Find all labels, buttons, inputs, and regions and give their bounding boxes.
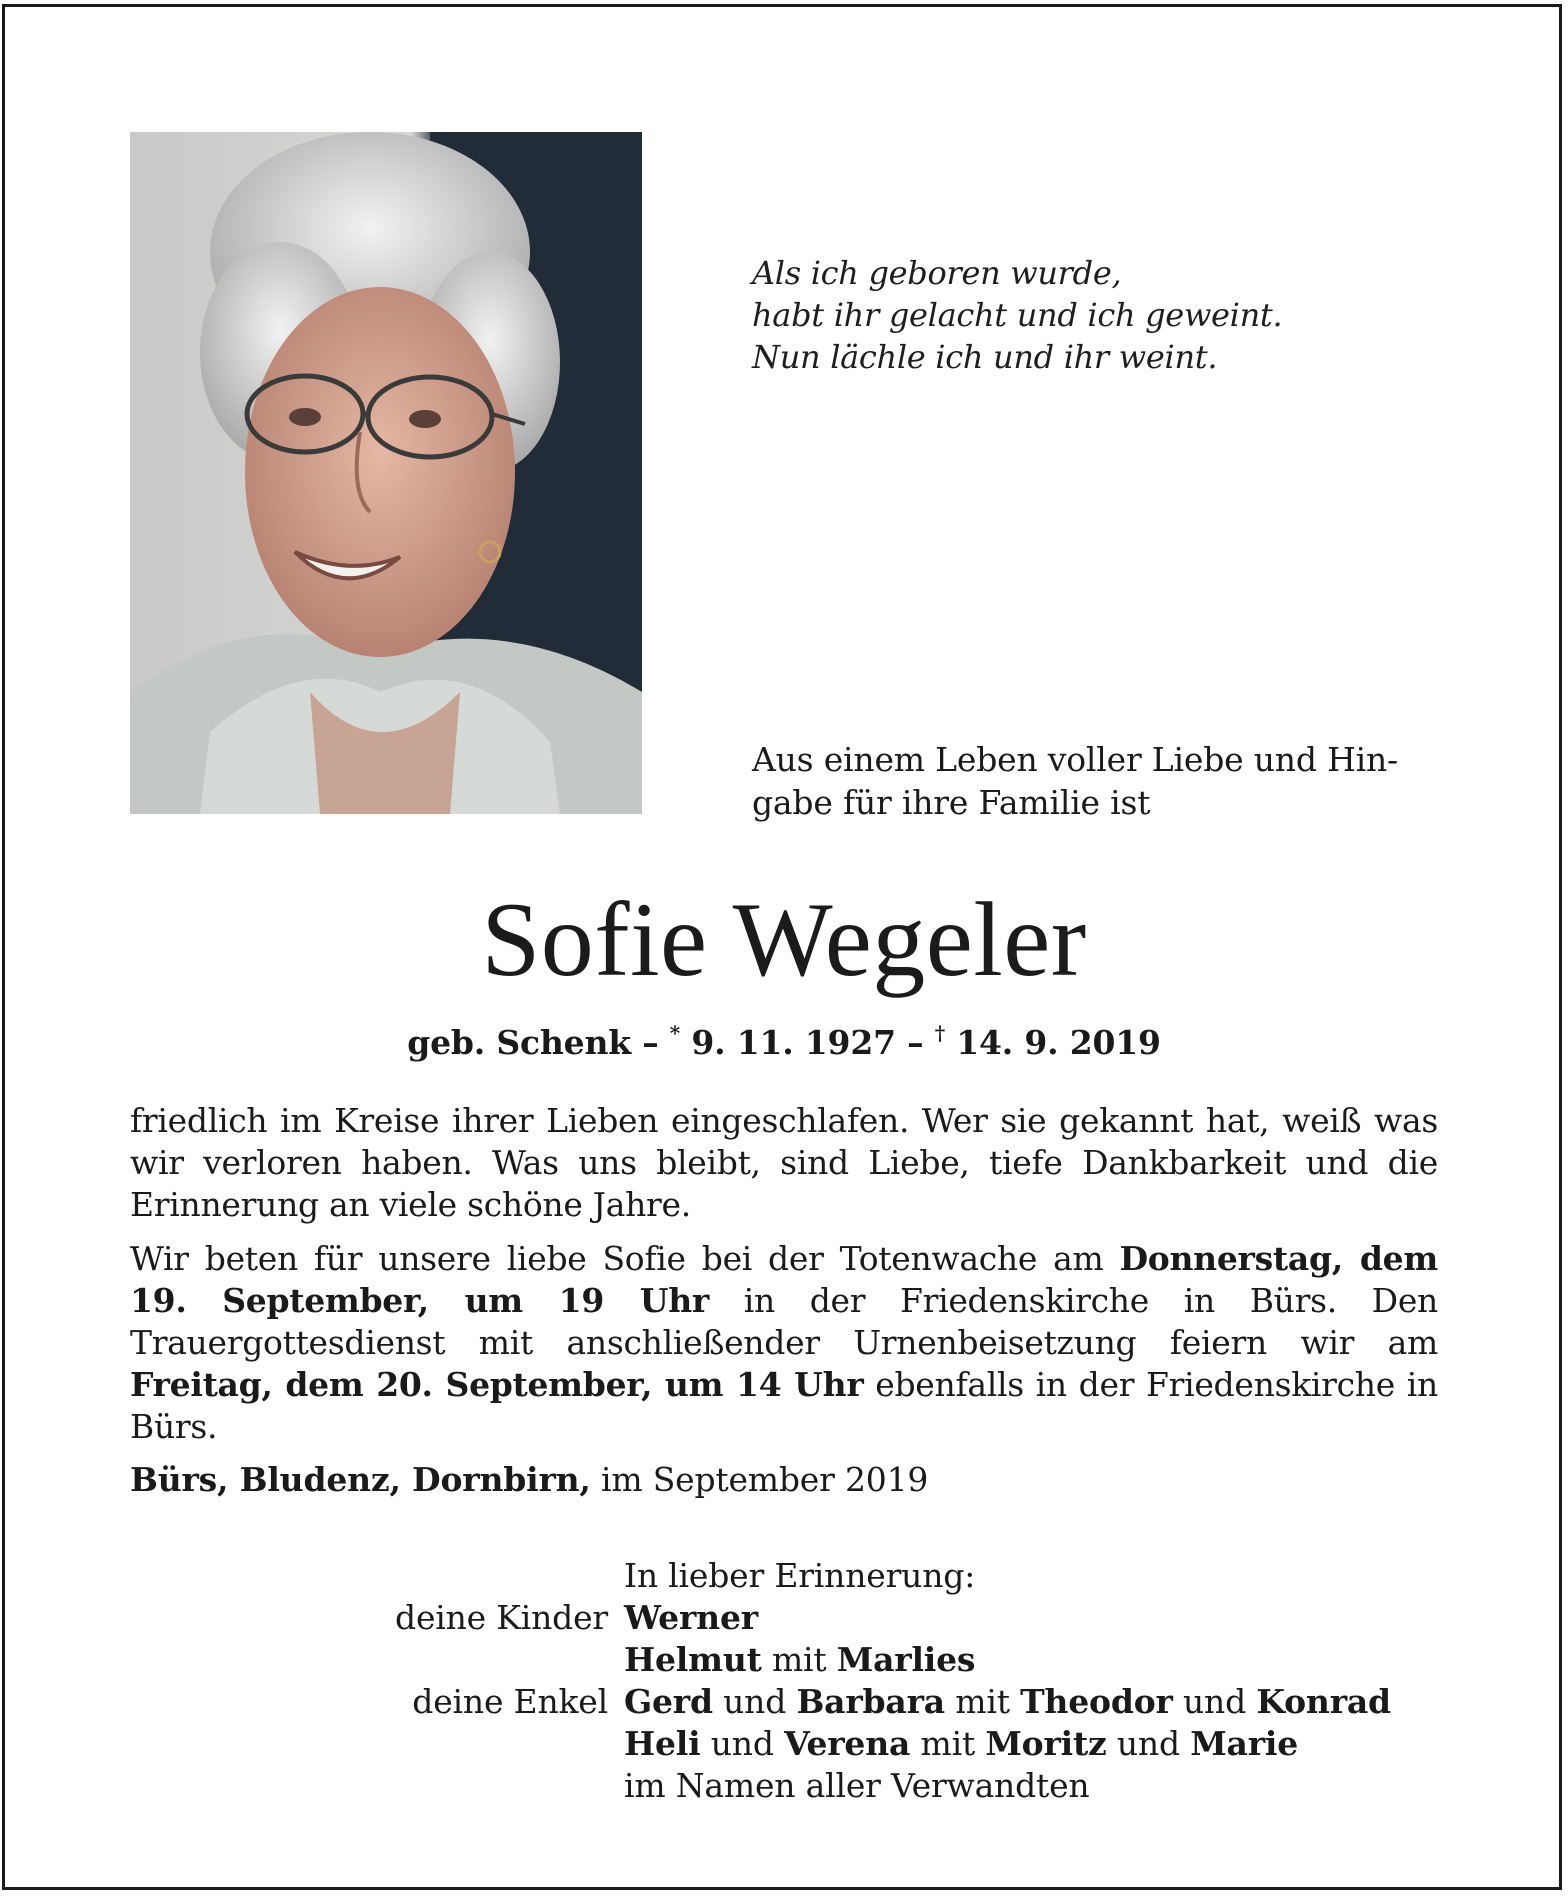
places: Bürs, Bludenz, Dornbirn,	[130, 1460, 591, 1499]
poem-line: habt ihr gelacht und ich geweint.	[752, 296, 1283, 334]
partner-name: Verena	[784, 1724, 911, 1763]
intro-text	[752, 738, 1398, 824]
birth-symbol: *	[669, 1021, 681, 1045]
connector: und	[1172, 1682, 1257, 1721]
connector: mit	[910, 1724, 986, 1763]
funeral-datetime: Freitag, dem 20. September, um 14 Uhr	[130, 1365, 864, 1404]
child-name: Marie	[1190, 1724, 1299, 1763]
child-name: Moritz	[985, 1724, 1107, 1763]
life-dates	[0, 1010, 1568, 1066]
intro-line: gabe für ihre Familie ist	[752, 783, 1151, 822]
signature-row	[130, 1765, 1450, 1807]
poem-line: Nun lächle ich und ihr weint.	[752, 338, 1218, 376]
wake-datetime: Donnerstag, dem 19. September, um 19 Uhr	[130, 1239, 1438, 1320]
service-text: in der Friedenskirche in Bürs. Den Trauergottesdienst mit anschließender Urnenbeisetzung feiern wir am	[130, 1281, 1438, 1362]
child-name: Theodor	[1020, 1682, 1173, 1721]
service-text: ebenfalls in der Friedenskirche in Bürs.	[130, 1365, 1438, 1446]
connector: und	[1106, 1724, 1191, 1763]
death-symbol: †	[934, 1021, 945, 1045]
signature-row	[130, 1597, 1450, 1639]
kinder-names	[624, 1597, 758, 1639]
connector: und	[712, 1682, 797, 1721]
service-text: Wir beten für unsere liebe Sofie bei der Totenwache am	[130, 1239, 1120, 1278]
enkel-names	[624, 1681, 1391, 1723]
signature-row	[130, 1723, 1450, 1765]
kind-name: Werner	[624, 1598, 758, 1637]
connector: mit	[944, 1682, 1021, 1721]
portrait-photo-image	[130, 132, 642, 814]
connector: mit	[761, 1640, 837, 1679]
kinder-names	[624, 1639, 975, 1681]
kind-name: Helmut	[624, 1640, 762, 1679]
signature-heading-row	[130, 1555, 1450, 1597]
connector: und	[700, 1724, 785, 1763]
partner-name: Barbara	[796, 1682, 945, 1721]
intro-line: Aus einem Leben voller Liebe und Hin-	[752, 740, 1399, 779]
paragraph-announcement: friedlich im Kreise ihrer Lieben eingeschlafen. Wer sie gekannt hat, weiß was wir verloren haben. Was uns bleibt, sind Liebe, tiefe Dankbarkeit und die Erinnerung an viele schöne Jahre.	[130, 1101, 1438, 1224]
poem-line: Als ich geboren wurde,	[752, 254, 1122, 292]
death-date: 14. 9. 2019	[945, 1023, 1161, 1062]
closing-line: im Namen aller Verwandten	[624, 1766, 1090, 1805]
kinder-label: deine Kinder	[395, 1598, 608, 1637]
child-name: Konrad	[1256, 1682, 1391, 1721]
maiden-name: geb. Schenk –	[407, 1023, 659, 1062]
deceased-name: Sofie Wegeler	[481, 881, 1087, 998]
place-date-line	[130, 1458, 928, 1502]
signature-block	[130, 1555, 1450, 1807]
signature-row	[130, 1639, 1450, 1681]
signature-row	[130, 1681, 1450, 1723]
paragraph-service-details	[130, 1238, 1438, 1448]
enkel-label: deine Enkel	[412, 1682, 608, 1721]
enkel-name: Heli	[624, 1724, 701, 1763]
enkel-name: Gerd	[624, 1682, 713, 1721]
portrait-photo	[130, 132, 642, 814]
poem	[752, 252, 1282, 378]
partner-name: Marlies	[836, 1640, 976, 1679]
enkel-names	[624, 1723, 1298, 1765]
date-text: im September 2019	[590, 1460, 929, 1499]
signature-heading: In lieber Erinnerung:	[624, 1556, 976, 1595]
birth-date: 9. 11. 1927 –	[680, 1023, 924, 1062]
